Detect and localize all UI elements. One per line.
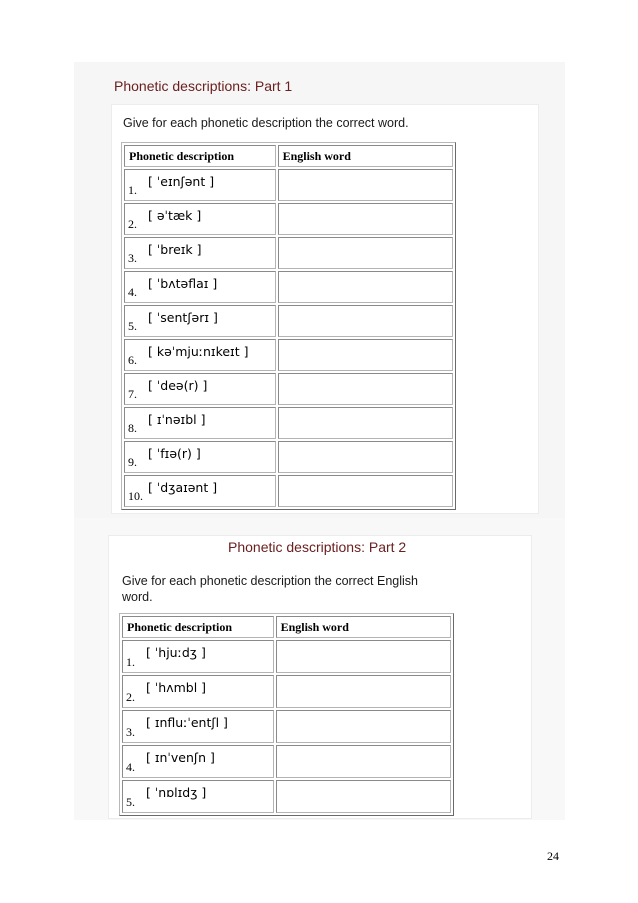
col-header-description: Phonetic description <box>122 616 274 638</box>
row-number: 3. <box>128 251 137 265</box>
row-number: 3. <box>126 725 135 739</box>
phonetic-cell <box>122 710 274 743</box>
col-header-word: English word <box>278 145 453 167</box>
table-row <box>124 271 453 303</box>
phonetic-transcription: [ ɪnˈvenʃn ] <box>146 750 215 765</box>
table-row <box>124 169 453 201</box>
phonetic-cell <box>124 203 276 235</box>
table-row <box>124 237 453 269</box>
phonetic-cell <box>124 271 276 303</box>
english-word-answer-cell[interactable] <box>278 407 453 439</box>
row-number: 4. <box>128 285 137 299</box>
phonetic-transcription: [ ˈbreɪk ] <box>148 242 202 257</box>
english-word-answer-cell[interactable] <box>278 475 453 507</box>
phonetic-transcription: [ ˈeɪnʃənt ] <box>148 174 215 189</box>
part1-panel <box>74 62 565 518</box>
row-number: 6. <box>128 353 137 367</box>
table-row <box>124 475 453 507</box>
english-word-answer-cell[interactable] <box>278 271 453 303</box>
part1-table <box>121 142 456 510</box>
row-number: 2. <box>126 690 135 704</box>
phonetic-cell <box>124 373 276 405</box>
english-word-answer-cell[interactable] <box>276 675 451 708</box>
english-word-answer-cell[interactable] <box>278 373 453 405</box>
part2-table <box>119 613 454 816</box>
col-header-description: Phonetic description <box>124 145 276 167</box>
english-word-answer-cell[interactable] <box>276 640 451 673</box>
phonetic-transcription: [ ˈbʌtəflaɪ ] <box>148 276 218 291</box>
phonetic-transcription: [ ɪnfluːˈentʃl ] <box>146 715 228 730</box>
phonetic-transcription: [ əˈtæk ] <box>148 208 202 223</box>
phonetic-transcription: [ ˈsentʃərɪ ] <box>148 310 218 325</box>
row-number: 5. <box>128 319 137 333</box>
table-row <box>122 640 451 673</box>
col-header-word: English word <box>276 616 451 638</box>
row-number: 1. <box>126 655 135 669</box>
row-number: 9. <box>128 455 137 469</box>
english-word-answer-cell[interactable] <box>276 745 451 778</box>
phonetic-cell <box>122 640 274 673</box>
row-number: 5. <box>126 795 135 809</box>
part2-instruction-line1: Give for each phonetic description the correct English <box>122 574 418 588</box>
english-word-answer-cell[interactable] <box>276 710 451 743</box>
phonetic-transcription: [ ˈnɒlɪdʒ ] <box>146 785 207 800</box>
row-number: 8. <box>128 421 137 435</box>
row-number: 1. <box>128 183 137 197</box>
table-row <box>124 203 453 235</box>
table-row <box>124 407 453 439</box>
table-row <box>124 305 453 337</box>
table-row <box>124 339 453 371</box>
phonetic-cell <box>124 441 276 473</box>
phonetic-cell <box>122 745 274 778</box>
part1-content <box>111 104 539 514</box>
row-number: 7. <box>128 387 137 401</box>
phonetic-transcription: [ ˈhʌmbl ] <box>146 680 207 695</box>
part2-instruction <box>122 573 418 605</box>
row-number: 4. <box>126 760 135 774</box>
table-row <box>122 745 451 778</box>
phonetic-cell <box>124 407 276 439</box>
table-row <box>122 780 451 813</box>
part1-instruction: Give for each phonetic description the correct word. <box>123 116 409 130</box>
phonetic-cell <box>122 675 274 708</box>
part1-title: Phonetic descriptions: Part 1 <box>114 78 293 94</box>
english-word-answer-cell[interactable] <box>278 203 453 235</box>
phonetic-cell <box>124 475 276 507</box>
phonetic-cell <box>122 780 274 813</box>
phonetic-transcription: [ ˈdeə(r) ] <box>148 378 208 393</box>
phonetic-transcription: [ kəˈmjuːnɪkeɪt ] <box>148 344 249 359</box>
phonetic-transcription: [ ˈfɪə(r) ] <box>148 446 201 461</box>
phonetic-cell <box>124 339 276 371</box>
phonetic-transcription: [ ɪˈnəɪbl ] <box>148 412 206 427</box>
page-number: 24 <box>547 849 559 863</box>
row-number: 10. <box>128 489 143 503</box>
part2-panel <box>74 518 565 820</box>
table-row <box>124 441 453 473</box>
part2-content <box>108 535 532 819</box>
table-row <box>122 710 451 743</box>
english-word-answer-cell[interactable] <box>278 339 453 371</box>
part2-title: Phonetic descriptions: Part 2 <box>228 539 407 555</box>
english-word-answer-cell[interactable] <box>278 441 453 473</box>
table-row <box>124 373 453 405</box>
row-number: 2. <box>128 217 137 231</box>
phonetic-transcription: [ ˈhjuːdʒ ] <box>146 645 206 660</box>
phonetic-transcription: [ ˈdʒaɪənt ] <box>148 480 218 495</box>
phonetic-cell <box>124 237 276 269</box>
table-row <box>122 675 451 708</box>
english-word-answer-cell[interactable] <box>276 780 451 813</box>
english-word-answer-cell[interactable] <box>278 169 453 201</box>
part2-instruction-line2: word. <box>122 590 153 604</box>
phonetic-cell <box>124 169 276 201</box>
english-word-answer-cell[interactable] <box>278 305 453 337</box>
english-word-answer-cell[interactable] <box>278 237 453 269</box>
phonetic-cell <box>124 305 276 337</box>
